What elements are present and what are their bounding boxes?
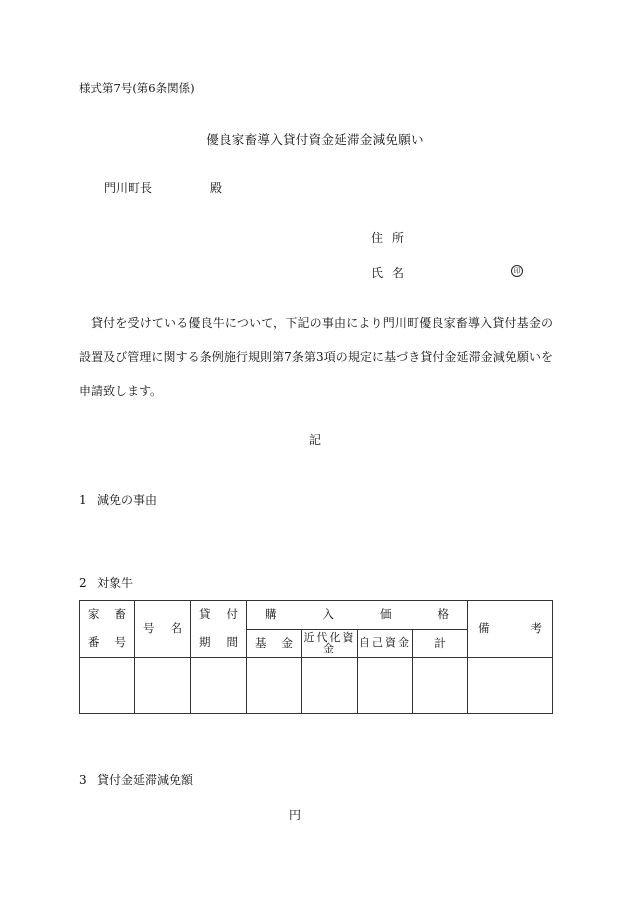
header-own-funds: 自己資金 bbox=[358, 629, 413, 658]
form-number: 様式第7号(第6条関係) bbox=[79, 81, 195, 95]
section-exemption-amount bbox=[79, 771, 193, 788]
addressee bbox=[104, 179, 222, 196]
addressee-name: 門川町長 bbox=[104, 181, 153, 195]
cell-fund[interactable] bbox=[247, 658, 302, 714]
cell-livestock-number[interactable] bbox=[80, 658, 135, 714]
section-label: 対象牛 bbox=[97, 576, 134, 590]
document-title: 優良家畜導入貸付資金延滞金減免願い bbox=[206, 132, 424, 147]
section-target-cattle bbox=[79, 574, 133, 591]
section-number: 3 bbox=[79, 773, 87, 787]
header-total: 計 bbox=[413, 629, 468, 658]
cell-loan-period[interactable] bbox=[191, 658, 247, 714]
section-reason bbox=[79, 491, 157, 508]
section-label: 減免の事由 bbox=[97, 493, 158, 507]
addressee-honorific: 殿 bbox=[210, 181, 223, 195]
address-label: 住所 bbox=[371, 231, 414, 245]
section-number: 2 bbox=[79, 576, 87, 590]
cell-ear-tag[interactable] bbox=[135, 658, 191, 714]
ki-heading: 記 bbox=[308, 433, 321, 447]
header-ear-tag: 号 名 bbox=[135, 601, 191, 658]
cell-total[interactable] bbox=[413, 658, 468, 714]
seal-mark: 印 bbox=[511, 265, 523, 277]
header-modernization-fund: 近代化資金 bbox=[302, 629, 358, 658]
header-livestock-number: 家 畜 番 号 bbox=[80, 601, 135, 658]
application-body-text: 貸付を受けている優良牛について，下記の事由により門川町優良家畜導入貸付基金の設置及び管理に関する条例施行規則第7条第3項の規定に基づき貸付金延滞金減免願いを申請致します。 bbox=[79, 316, 553, 398]
header-remarks: 備 考 bbox=[468, 601, 553, 658]
cell-remarks[interactable] bbox=[468, 658, 553, 714]
cell-own-funds[interactable] bbox=[358, 658, 413, 714]
name-label: 氏名 bbox=[371, 266, 414, 280]
cell-modernization-fund[interactable] bbox=[302, 658, 358, 714]
section-label: 貸付金延滞減免額 bbox=[97, 773, 194, 787]
header-purchase-price: 購 入 価 格 bbox=[247, 601, 468, 630]
section-number: 1 bbox=[79, 493, 87, 507]
header-fund: 基 金 bbox=[247, 629, 302, 658]
header-loan-period: 貸 付 期 間 bbox=[191, 601, 247, 658]
target-cattle-table bbox=[79, 600, 553, 714]
amount-unit-yen: 円 bbox=[289, 808, 302, 822]
